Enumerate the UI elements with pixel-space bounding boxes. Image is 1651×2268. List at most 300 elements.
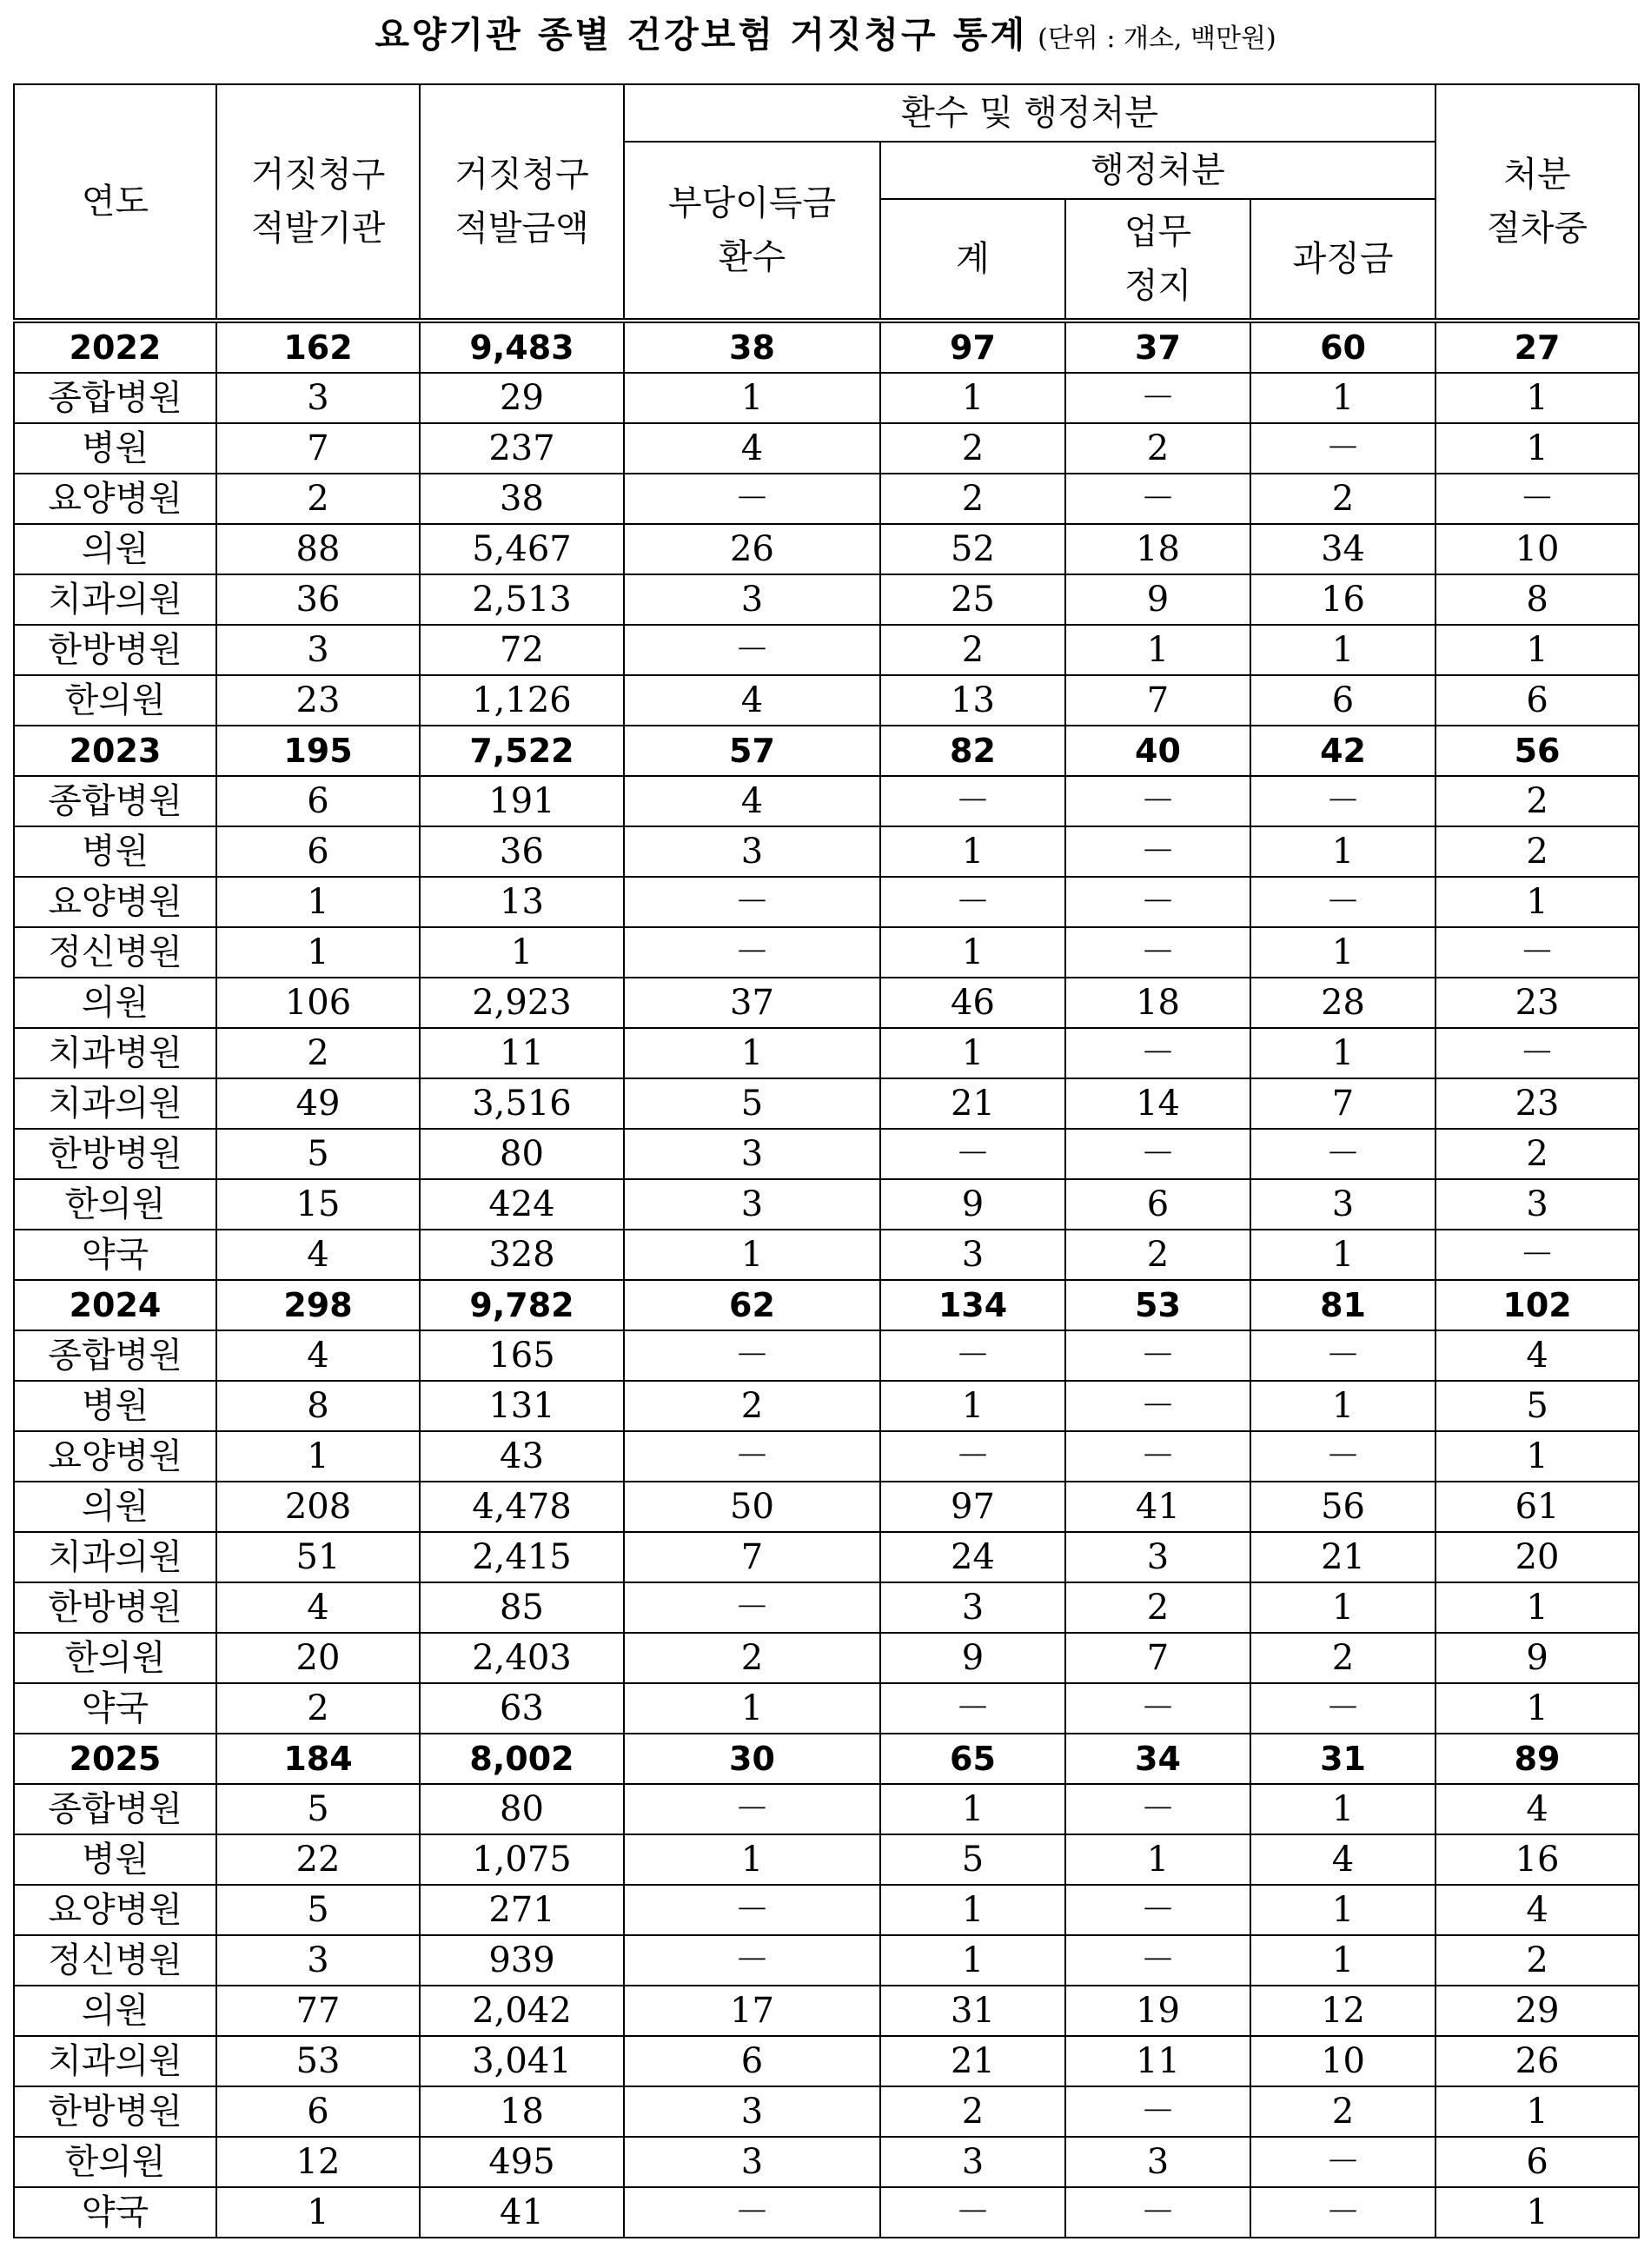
value-cell: 4 bbox=[216, 1330, 420, 1381]
value-cell: 40 bbox=[1065, 726, 1250, 776]
value-cell: 495 bbox=[420, 2137, 624, 2187]
value-cell: 7 bbox=[216, 423, 420, 474]
value-cell: 38 bbox=[624, 321, 880, 373]
value-cell: 1 bbox=[880, 373, 1065, 423]
table-row bbox=[14, 2036, 1639, 2086]
value-cell: － bbox=[1065, 877, 1250, 927]
value-cell: 12 bbox=[1250, 1986, 1436, 2036]
institution-type-cell: 병원 bbox=[14, 423, 216, 474]
value-cell: － bbox=[624, 2187, 880, 2238]
value-cell: 4 bbox=[1250, 1834, 1436, 1885]
value-cell: 8 bbox=[216, 1381, 420, 1431]
value-cell: 102 bbox=[1436, 1280, 1639, 1330]
value-cell: 2 bbox=[1250, 1633, 1436, 1683]
value-cell: 1 bbox=[880, 1028, 1065, 1078]
value-cell: 2 bbox=[1436, 1935, 1639, 1986]
value-cell: 2 bbox=[880, 625, 1065, 675]
table-row bbox=[14, 1834, 1639, 1885]
value-cell: 1 bbox=[624, 1028, 880, 1078]
value-cell: 1 bbox=[1250, 826, 1436, 877]
value-cell: 1 bbox=[1436, 1683, 1639, 1734]
table-row bbox=[14, 1582, 1639, 1633]
year-total-row bbox=[14, 726, 1639, 776]
value-cell: 3 bbox=[1436, 1179, 1639, 1230]
header-pending: 처분 절차중 bbox=[1436, 84, 1639, 321]
value-cell: 1 bbox=[1436, 1582, 1639, 1633]
value-cell: 131 bbox=[420, 1381, 624, 1431]
value-cell: 237 bbox=[420, 423, 624, 474]
value-cell: 23 bbox=[1436, 1078, 1639, 1129]
year-cell: 2022 bbox=[14, 321, 216, 373]
value-cell: 9 bbox=[880, 1179, 1065, 1230]
institution-type-cell: 치과의원 bbox=[14, 2036, 216, 2086]
value-cell: 18 bbox=[1065, 978, 1250, 1028]
value-cell: 2 bbox=[880, 474, 1065, 524]
institution-type-cell: 한방병원 bbox=[14, 625, 216, 675]
value-cell: 43 bbox=[420, 1431, 624, 1482]
value-cell: 1 bbox=[216, 2187, 420, 2238]
value-cell: － bbox=[880, 877, 1065, 927]
value-cell: 26 bbox=[1436, 2036, 1639, 2086]
value-cell: 2,042 bbox=[420, 1986, 624, 2036]
value-cell: 1 bbox=[1436, 877, 1639, 927]
table-row bbox=[14, 675, 1639, 726]
institution-type-cell: 한방병원 bbox=[14, 1129, 216, 1179]
value-cell: 26 bbox=[624, 524, 880, 574]
value-cell: － bbox=[880, 1330, 1065, 1381]
value-cell: 7 bbox=[1250, 1078, 1436, 1129]
value-cell: 1 bbox=[1436, 423, 1639, 474]
institution-type-cell: 한의원 bbox=[14, 675, 216, 726]
year-total-row bbox=[14, 321, 1639, 373]
value-cell: 1 bbox=[1250, 1582, 1436, 1633]
value-cell: 5 bbox=[880, 1834, 1065, 1885]
value-cell: 1 bbox=[216, 927, 420, 978]
value-cell: 49 bbox=[216, 1078, 420, 1129]
table-row bbox=[14, 1482, 1639, 1532]
header-amount: 거짓청구 적발금액 bbox=[420, 84, 624, 321]
value-cell: 1 bbox=[216, 1431, 420, 1482]
institution-type-cell: 병원 bbox=[14, 826, 216, 877]
value-cell: 9 bbox=[1436, 1633, 1639, 1683]
value-cell: 1,075 bbox=[420, 1834, 624, 1885]
value-cell: 208 bbox=[216, 1482, 420, 1532]
value-cell: 16 bbox=[1250, 574, 1436, 625]
value-cell: 37 bbox=[1065, 321, 1250, 373]
value-cell: 4 bbox=[1436, 1330, 1639, 1381]
table-row bbox=[14, 1230, 1639, 1280]
value-cell: 36 bbox=[420, 826, 624, 877]
value-cell: 2 bbox=[624, 1381, 880, 1431]
value-cell: 2 bbox=[1436, 776, 1639, 826]
value-cell: 61 bbox=[1436, 1482, 1639, 1532]
value-cell: 3 bbox=[880, 2137, 1065, 2187]
institution-type-cell: 치과의원 bbox=[14, 1078, 216, 1129]
value-cell: 3 bbox=[624, 574, 880, 625]
table-row bbox=[14, 1028, 1639, 1078]
value-cell: 1 bbox=[1250, 1784, 1436, 1834]
value-cell: － bbox=[1065, 1935, 1250, 1986]
value-cell: － bbox=[624, 1330, 880, 1381]
value-cell: 1 bbox=[1250, 927, 1436, 978]
institution-type-cell: 정신병원 bbox=[14, 1935, 216, 1986]
value-cell: － bbox=[1250, 1129, 1436, 1179]
value-cell: － bbox=[1065, 1381, 1250, 1431]
table-row bbox=[14, 1431, 1639, 1482]
value-cell: 18 bbox=[1065, 524, 1250, 574]
value-cell: 1 bbox=[1436, 2086, 1639, 2137]
value-cell: 1 bbox=[880, 1784, 1065, 1834]
institution-type-cell: 약국 bbox=[14, 1230, 216, 1280]
value-cell: 3 bbox=[624, 1179, 880, 1230]
value-cell: 89 bbox=[1436, 1734, 1639, 1784]
value-cell: 81 bbox=[1250, 1280, 1436, 1330]
value-cell: 77 bbox=[216, 1986, 420, 2036]
value-cell: 4 bbox=[624, 675, 880, 726]
value-cell: 4 bbox=[624, 776, 880, 826]
value-cell: 3 bbox=[880, 1582, 1065, 1633]
value-cell: 21 bbox=[880, 2036, 1065, 2086]
value-cell: － bbox=[1436, 1028, 1639, 1078]
institution-type-cell: 요양병원 bbox=[14, 877, 216, 927]
value-cell: 191 bbox=[420, 776, 624, 826]
value-cell: 939 bbox=[420, 1935, 624, 1986]
header-institutions: 거짓청구 적발기관 bbox=[216, 84, 420, 321]
value-cell: － bbox=[1065, 1330, 1250, 1381]
table-row bbox=[14, 776, 1639, 826]
value-cell: 4 bbox=[216, 1230, 420, 1280]
value-cell: 5 bbox=[624, 1078, 880, 1129]
value-cell: 3,516 bbox=[420, 1078, 624, 1129]
value-cell: 2 bbox=[880, 2086, 1065, 2137]
value-cell: － bbox=[624, 1784, 880, 1834]
value-cell: 16 bbox=[1436, 1834, 1639, 1885]
value-cell: 1 bbox=[1436, 625, 1639, 675]
value-cell: 1 bbox=[624, 373, 880, 423]
value-cell: 6 bbox=[216, 2086, 420, 2137]
value-cell: 3 bbox=[624, 1129, 880, 1179]
value-cell: 11 bbox=[420, 1028, 624, 1078]
value-cell: 6 bbox=[624, 2036, 880, 2086]
table-row bbox=[14, 978, 1639, 1028]
value-cell: 1 bbox=[1250, 1885, 1436, 1935]
value-cell: 9 bbox=[1065, 574, 1250, 625]
table-row bbox=[14, 625, 1639, 675]
value-cell: 9,782 bbox=[420, 1280, 624, 1330]
value-cell: － bbox=[1250, 1330, 1436, 1381]
value-cell: 72 bbox=[420, 625, 624, 675]
value-cell: 5 bbox=[216, 1885, 420, 1935]
value-cell: 1 bbox=[880, 826, 1065, 877]
value-cell: 5 bbox=[216, 1784, 420, 1834]
value-cell: 97 bbox=[880, 1482, 1065, 1532]
value-cell: 1 bbox=[624, 1230, 880, 1280]
value-cell: － bbox=[1065, 776, 1250, 826]
table-row bbox=[14, 1784, 1639, 1834]
value-cell: － bbox=[1065, 1683, 1250, 1734]
value-cell: 20 bbox=[216, 1633, 420, 1683]
value-cell: 2 bbox=[216, 474, 420, 524]
value-cell: － bbox=[624, 1935, 880, 1986]
value-cell: 1 bbox=[880, 1885, 1065, 1935]
table-row bbox=[14, 1683, 1639, 1734]
value-cell: 1 bbox=[1436, 373, 1639, 423]
table-row bbox=[14, 1532, 1639, 1582]
institution-type-cell: 한의원 bbox=[14, 2137, 216, 2187]
value-cell: － bbox=[1250, 776, 1436, 826]
value-cell: － bbox=[1250, 2137, 1436, 2187]
value-cell: 24 bbox=[880, 1532, 1065, 1582]
value-cell: 2,923 bbox=[420, 978, 624, 1028]
value-cell: 80 bbox=[420, 1784, 624, 1834]
value-cell: － bbox=[880, 1683, 1065, 1734]
year-total-row bbox=[14, 1734, 1639, 1784]
header-recovery-group: 환수 및 행정처분 bbox=[624, 84, 1436, 142]
value-cell: － bbox=[1250, 1683, 1436, 1734]
value-cell: 3 bbox=[624, 2086, 880, 2137]
value-cell: 85 bbox=[420, 1582, 624, 1633]
table-title bbox=[0, 0, 1651, 83]
header-suspension: 업무 정지 bbox=[1065, 199, 1250, 321]
value-cell: 14 bbox=[1065, 1078, 1250, 1129]
value-cell: 1 bbox=[1065, 1834, 1250, 1885]
value-cell: 2 bbox=[1065, 1230, 1250, 1280]
table-row bbox=[14, 574, 1639, 625]
value-cell: － bbox=[1065, 1129, 1250, 1179]
title-unit: (단위 : 개소, 백만원) bbox=[1038, 23, 1276, 54]
institution-type-cell: 한의원 bbox=[14, 1633, 216, 1683]
value-cell: 2 bbox=[1065, 1582, 1250, 1633]
header-admin: 행정처분 bbox=[880, 142, 1436, 199]
value-cell: 184 bbox=[216, 1734, 420, 1784]
header-year: 연도 bbox=[14, 84, 216, 321]
institution-type-cell: 의원 bbox=[14, 1986, 216, 2036]
value-cell: 21 bbox=[880, 1078, 1065, 1129]
value-cell: 1 bbox=[1250, 1935, 1436, 1986]
value-cell: 57 bbox=[624, 726, 880, 776]
table-body bbox=[14, 321, 1639, 2238]
header-penalty: 과징금 bbox=[1250, 199, 1436, 321]
institution-type-cell: 한방병원 bbox=[14, 2086, 216, 2137]
table-row bbox=[14, 1129, 1639, 1179]
value-cell: 2 bbox=[880, 423, 1065, 474]
value-cell: － bbox=[624, 1582, 880, 1633]
value-cell: 2,403 bbox=[420, 1633, 624, 1683]
value-cell: 2 bbox=[624, 1633, 880, 1683]
table-row bbox=[14, 423, 1639, 474]
table-row bbox=[14, 1179, 1639, 1230]
value-cell: 3 bbox=[624, 2137, 880, 2187]
value-cell: 6 bbox=[1436, 675, 1639, 726]
value-cell: 3 bbox=[216, 373, 420, 423]
table-row bbox=[14, 1885, 1639, 1935]
value-cell: 271 bbox=[420, 1885, 624, 1935]
value-cell: 17 bbox=[624, 1986, 880, 2036]
value-cell: 3 bbox=[1250, 1179, 1436, 1230]
value-cell: － bbox=[624, 625, 880, 675]
value-cell: 2 bbox=[1065, 423, 1250, 474]
value-cell: － bbox=[624, 927, 880, 978]
institution-type-cell: 종합병원 bbox=[14, 776, 216, 826]
table-row bbox=[14, 2086, 1639, 2137]
value-cell: 298 bbox=[216, 1280, 420, 1330]
institution-type-cell: 의원 bbox=[14, 1482, 216, 1532]
value-cell: 8,002 bbox=[420, 1734, 624, 1784]
value-cell: 42 bbox=[1250, 726, 1436, 776]
value-cell: 63 bbox=[420, 1683, 624, 1734]
value-cell: 34 bbox=[1065, 1734, 1250, 1784]
value-cell: 30 bbox=[624, 1734, 880, 1784]
value-cell: 5 bbox=[216, 1129, 420, 1179]
value-cell: － bbox=[1065, 826, 1250, 877]
value-cell: 7 bbox=[1065, 1633, 1250, 1683]
value-cell: 4 bbox=[624, 423, 880, 474]
value-cell: 2 bbox=[1436, 826, 1639, 877]
value-cell: 4 bbox=[216, 1582, 420, 1633]
value-cell: 23 bbox=[216, 675, 420, 726]
value-cell: 2 bbox=[1436, 1129, 1639, 1179]
value-cell: 2,415 bbox=[420, 1532, 624, 1582]
value-cell: 9 bbox=[880, 1633, 1065, 1683]
institution-type-cell: 치과의원 bbox=[14, 574, 216, 625]
value-cell: 1 bbox=[1250, 373, 1436, 423]
value-cell: 41 bbox=[1065, 1482, 1250, 1532]
value-cell: － bbox=[1065, 1885, 1250, 1935]
institution-type-cell: 정신병원 bbox=[14, 927, 216, 978]
value-cell: 36 bbox=[216, 574, 420, 625]
value-cell: 1 bbox=[624, 1683, 880, 1734]
value-cell: 10 bbox=[1250, 2036, 1436, 2086]
value-cell: － bbox=[624, 1885, 880, 1935]
institution-type-cell: 종합병원 bbox=[14, 373, 216, 423]
value-cell: － bbox=[880, 2187, 1065, 2238]
table-row bbox=[14, 2187, 1639, 2238]
table-row bbox=[14, 877, 1639, 927]
header-refund: 부당이득금 환수 bbox=[624, 142, 880, 321]
institution-type-cell: 종합병원 bbox=[14, 1784, 216, 1834]
value-cell: 80 bbox=[420, 1129, 624, 1179]
value-cell: 3,041 bbox=[420, 2036, 624, 2086]
value-cell: 162 bbox=[216, 321, 420, 373]
value-cell: 53 bbox=[1065, 1280, 1250, 1330]
value-cell: 1 bbox=[880, 1935, 1065, 1986]
value-cell: 1 bbox=[624, 1834, 880, 1885]
table-row bbox=[14, 2137, 1639, 2187]
value-cell: 1 bbox=[1436, 1431, 1639, 1482]
value-cell: 25 bbox=[880, 574, 1065, 625]
value-cell: － bbox=[1250, 2187, 1436, 2238]
value-cell: － bbox=[1065, 2187, 1250, 2238]
value-cell: 82 bbox=[880, 726, 1065, 776]
value-cell: － bbox=[1250, 423, 1436, 474]
value-cell: 4,478 bbox=[420, 1482, 624, 1532]
value-cell: 13 bbox=[420, 877, 624, 927]
value-cell: － bbox=[1436, 927, 1639, 978]
value-cell: 56 bbox=[1436, 726, 1639, 776]
value-cell: 2,513 bbox=[420, 574, 624, 625]
value-cell: 2 bbox=[216, 1028, 420, 1078]
value-cell: 29 bbox=[420, 373, 624, 423]
value-cell: 29 bbox=[1436, 1986, 1639, 2036]
value-cell: － bbox=[1065, 1028, 1250, 1078]
table-row bbox=[14, 474, 1639, 524]
table-row bbox=[14, 1633, 1639, 1683]
value-cell: 3 bbox=[1065, 1532, 1250, 1582]
value-cell: 3 bbox=[216, 1935, 420, 1986]
value-cell: 6 bbox=[216, 776, 420, 826]
value-cell: 3 bbox=[1065, 2137, 1250, 2187]
table-row bbox=[14, 1078, 1639, 1129]
institution-type-cell: 약국 bbox=[14, 1683, 216, 1734]
value-cell: 1 bbox=[1065, 625, 1250, 675]
value-cell: 165 bbox=[420, 1330, 624, 1381]
institution-type-cell: 의원 bbox=[14, 524, 216, 574]
value-cell: 2 bbox=[1250, 474, 1436, 524]
table-row bbox=[14, 373, 1639, 423]
value-cell: － bbox=[624, 1431, 880, 1482]
value-cell: 1 bbox=[1250, 625, 1436, 675]
value-cell: 11 bbox=[1065, 2036, 1250, 2086]
value-cell: 23 bbox=[1436, 978, 1639, 1028]
statistics-table bbox=[13, 83, 1640, 2238]
value-cell: 1 bbox=[1250, 1230, 1436, 1280]
value-cell: 3 bbox=[216, 625, 420, 675]
value-cell: 1 bbox=[1436, 2187, 1639, 2238]
table-row bbox=[14, 927, 1639, 978]
institution-type-cell: 요양병원 bbox=[14, 1885, 216, 1935]
value-cell: 4 bbox=[1436, 1885, 1639, 1935]
value-cell: 13 bbox=[880, 675, 1065, 726]
value-cell: 97 bbox=[880, 321, 1065, 373]
value-cell: － bbox=[1065, 474, 1250, 524]
institution-type-cell: 병원 bbox=[14, 1834, 216, 1885]
table-row bbox=[14, 1381, 1639, 1431]
value-cell: － bbox=[880, 1129, 1065, 1179]
institution-type-cell: 요양병원 bbox=[14, 1431, 216, 1482]
value-cell: 88 bbox=[216, 524, 420, 574]
year-cell: 2024 bbox=[14, 1280, 216, 1330]
year-cell: 2023 bbox=[14, 726, 216, 776]
institution-type-cell: 요양병원 bbox=[14, 474, 216, 524]
table-row bbox=[14, 1986, 1639, 2036]
value-cell: － bbox=[1065, 373, 1250, 423]
institution-type-cell: 한방병원 bbox=[14, 1582, 216, 1633]
value-cell: 7,522 bbox=[420, 726, 624, 776]
value-cell: 38 bbox=[420, 474, 624, 524]
value-cell: 7 bbox=[624, 1532, 880, 1582]
value-cell: 2 bbox=[216, 1683, 420, 1734]
value-cell: － bbox=[1065, 927, 1250, 978]
value-cell: 6 bbox=[1436, 2137, 1639, 2187]
value-cell: 9,483 bbox=[420, 321, 624, 373]
table-header bbox=[14, 84, 1639, 321]
value-cell: 50 bbox=[624, 1482, 880, 1532]
header-admin-total: 계 bbox=[880, 199, 1065, 321]
value-cell: － bbox=[1250, 1431, 1436, 1482]
value-cell: 1 bbox=[880, 927, 1065, 978]
value-cell: 6 bbox=[216, 826, 420, 877]
value-cell: 8 bbox=[1436, 574, 1639, 625]
value-cell: － bbox=[1436, 474, 1639, 524]
value-cell: 53 bbox=[216, 2036, 420, 2086]
value-cell: 37 bbox=[624, 978, 880, 1028]
value-cell: 6 bbox=[1065, 1179, 1250, 1230]
value-cell: 134 bbox=[880, 1280, 1065, 1330]
value-cell: 6 bbox=[1250, 675, 1436, 726]
value-cell: 31 bbox=[880, 1986, 1065, 2036]
institution-type-cell: 병원 bbox=[14, 1381, 216, 1431]
value-cell: 1 bbox=[1250, 1028, 1436, 1078]
